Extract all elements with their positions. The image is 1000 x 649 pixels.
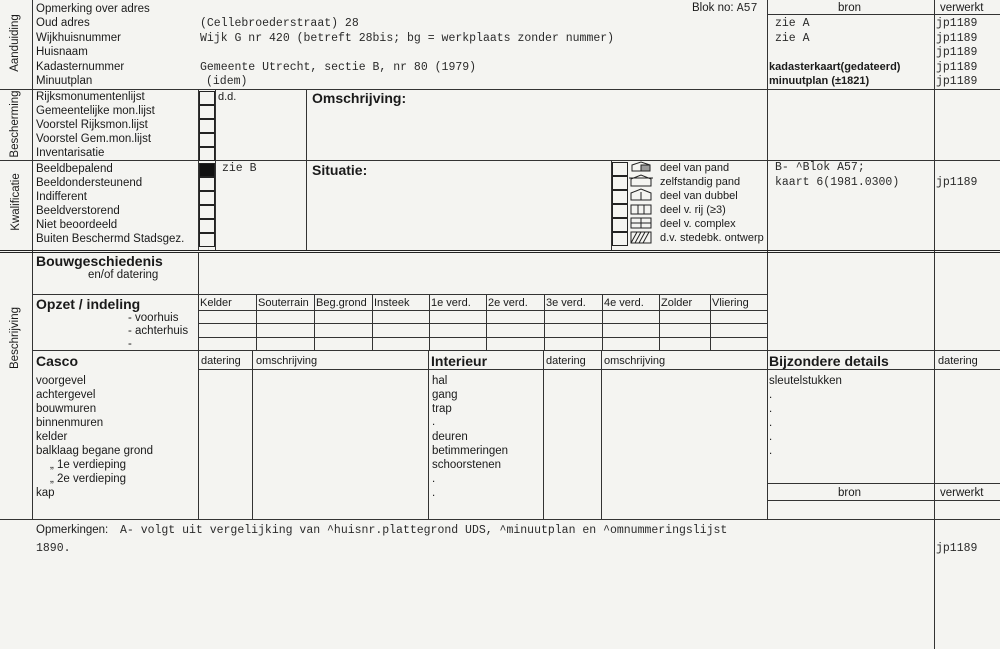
checkbox-voorstel-rijks[interactable]: [199, 119, 215, 133]
casco-header-line: [198, 369, 1000, 370]
bron-kadasternummer: kadasterkaart(gedateerd): [769, 61, 901, 73]
house-row-icon: [631, 205, 651, 214]
floor-insteek: Insteek: [374, 297, 410, 309]
opzet-col: [198, 294, 199, 350]
checkbox-niet-beoordeeld[interactable]: [199, 219, 215, 233]
situatie-symbols: [629, 161, 657, 249]
verwerkt-4: jp1189: [936, 61, 978, 74]
kwalificatie-bron-1: B- ^Blok A57;: [775, 161, 865, 174]
floor-2e-verd: 2e verd.: [488, 297, 528, 309]
bron-header: bron: [838, 2, 862, 14]
label-inventarisatie: Inventarisatie: [36, 147, 105, 159]
omschrijving-heading: Omschrijving:: [312, 90, 407, 106]
interieur-item: betimmeringen: [432, 445, 509, 457]
situatie-heading: Situatie:: [312, 162, 368, 178]
value-oud-adres: (Cellebroederstraat) 28: [200, 17, 359, 30]
opzet-col: [486, 294, 487, 350]
interieur-item: .: [432, 473, 436, 485]
opzet-heading: Opzet / indeling: [36, 296, 141, 312]
casco-item: „ 2e verdieping: [50, 473, 127, 485]
interieur-omschrijving: omschrijving: [604, 355, 666, 367]
opmerkingen-label: Opmerkingen:: [36, 524, 109, 536]
checkbox-deel-v-rij[interactable]: [612, 204, 628, 218]
opmerkingen-text-1: A- volgt uit vergelijking van ^huisnr.plattegrond UDS, ^minuutplan en ^omnummeringslijst: [120, 524, 728, 537]
bijzondere-item: .: [769, 431, 773, 443]
interieur-item: deuren: [432, 431, 468, 443]
blok-label: Blok no:: [692, 2, 734, 14]
casco-datering-col: [198, 350, 199, 519]
situatie-option-3: deel van dubbel: [660, 190, 738, 202]
section-divider-3: [0, 250, 1000, 251]
label-dd: d.d.: [218, 91, 237, 103]
verwerkt-5: jp1189: [936, 75, 978, 88]
section-divider-4: [32, 294, 768, 295]
footer-bron-header: bron: [838, 487, 862, 499]
casco-omschrijving: omschrijving: [256, 355, 318, 367]
situatie-option-5: deel v. complex: [660, 218, 736, 230]
checkbox-col-right: [215, 89, 216, 250]
situatie-option-1: deel van pand: [660, 162, 730, 174]
interieur-item: gang: [432, 389, 458, 401]
bijzondere-item: .: [769, 389, 773, 401]
bouwgeschiedenis-divider: [198, 252, 199, 294]
interieur-item: .: [432, 416, 436, 428]
floor-zolder: Zolder: [661, 297, 693, 309]
label-indifferent: Indifferent: [36, 191, 87, 203]
datering-label: en/of datering: [88, 269, 159, 281]
house-double-icon: [631, 189, 651, 200]
value-kadasternummer: Gemeente Utrecht, sectie B, nr 80 (1979): [200, 61, 477, 74]
casco-datering: datering: [201, 355, 241, 367]
label-voorstel-gem: Voorstel Gem.mon.lijst: [36, 133, 152, 145]
blok-number: [692, 2, 757, 16]
bijzondere-item: .: [769, 417, 773, 429]
floor-souterrain: Souterrain: [258, 297, 309, 309]
label-opmerking-adres: Opmerking over adres: [36, 3, 150, 15]
bron-oud-adres: zie A: [775, 17, 810, 30]
bron-minuutplan: minuutplan (±1821): [769, 75, 870, 87]
bijzondere-item: .: [769, 403, 773, 415]
verwerkt-header: verwerkt: [940, 2, 984, 14]
checkbox-gemeentelijk[interactable]: [199, 105, 215, 119]
label-beeldondersteunend: Beeldondersteunend: [36, 177, 143, 189]
floor-1e-verd: 1e verd.: [431, 297, 471, 309]
bron-footer-line: [767, 483, 1000, 484]
casco-omschrijving-col: [252, 350, 253, 519]
checkbox-zelfstandig-pand[interactable]: [612, 176, 628, 190]
checkbox-beeldbepalend[interactable]: [199, 163, 215, 177]
opzet-col: [602, 294, 603, 350]
floor-4e-verd: 4e verd.: [604, 297, 644, 309]
label-kadasternummer: Kadasternummer: [36, 61, 125, 73]
blok-value: A57: [736, 2, 758, 15]
label-niet-beoordeeld: Niet beoordeeld: [36, 219, 118, 231]
label-wijkhuisnummer: Wijkhuisnummer: [36, 32, 121, 44]
casco-item: kelder: [36, 431, 68, 443]
bron-wijkhuisnummer: zie A: [775, 32, 810, 45]
bijzondere-heading: Bijzondere details: [769, 353, 889, 369]
interieur-item: .: [432, 487, 436, 499]
situatie-option-2: zelfstandig pand: [660, 176, 741, 188]
opzet-overig: -: [128, 338, 132, 350]
checkbox-voorstel-gem[interactable]: [199, 133, 215, 147]
section-aanduiding: Aanduiding: [9, 14, 21, 72]
label-oud-adres: Oud adres: [36, 17, 90, 29]
interieur-datering: datering: [546, 355, 586, 367]
checkbox-deel-v-complex[interactable]: [612, 218, 628, 232]
label-rijksmonumentenlijst: Rijksmonumentenlijst: [36, 91, 145, 103]
verwerkt-2: jp1189: [936, 32, 978, 45]
opzet-col: [659, 294, 660, 350]
label-minuutplan: Minuutplan: [36, 75, 93, 87]
opzet-voorhuis: - voorhuis: [128, 312, 179, 324]
situatie-option-4: deel v. rij (≥3): [660, 204, 726, 216]
section-divider-5: [32, 350, 1000, 351]
checkbox-indifferent[interactable]: [199, 191, 215, 205]
kwalificatie-verwerkt: jp1189: [936, 176, 978, 189]
opzet-row-1: [198, 310, 768, 311]
bouwgeschiedenis-heading: Bouwgeschiedenis: [36, 253, 163, 269]
opzet-col: [314, 294, 315, 350]
checkbox-buiten-beschermd[interactable]: [199, 233, 215, 247]
interieur-heading: Interieur: [431, 353, 488, 369]
verwerkt-3: jp1189: [936, 46, 978, 59]
bijzondere-item: .: [769, 445, 773, 457]
casco-item: kap: [36, 487, 55, 499]
section-divider-6: [0, 519, 1000, 520]
verwerkt-1: jp1189: [936, 17, 978, 30]
checkbox-rijksmonument[interactable]: [199, 91, 215, 105]
opzet-row-2: [198, 323, 768, 324]
checkbox-deel-van-pand[interactable]: [612, 162, 628, 176]
kwalificatie-bron-2: kaart 6(1981.0300): [775, 176, 900, 189]
interieur-item: trap: [432, 403, 452, 415]
floor-3e-verd: 3e verd.: [546, 297, 586, 309]
checkbox-inventarisatie[interactable]: [199, 147, 215, 161]
value-wijkhuisnummer: Wijk G nr 420 (betreft 28bis; bg = werkplaats zonder nummer): [200, 32, 615, 45]
floor-kelder: Kelder: [200, 297, 232, 309]
opzet-col: [429, 294, 430, 350]
casco-item: „ 1e verdieping: [50, 459, 127, 471]
casco-item: bouwmuren: [36, 403, 97, 415]
opzet-col: [256, 294, 257, 350]
checkbox-stedebk-ontwerp[interactable]: [612, 232, 628, 246]
casco-item: balklaag begane grond: [36, 445, 154, 457]
section-divider-1: [0, 89, 1000, 90]
bijzondere-item: sleutelstukken: [769, 375, 842, 387]
label-huisnaam: Huisnaam: [36, 46, 88, 58]
bijzondere-datering: datering: [938, 355, 978, 367]
interieur-item: hal: [432, 375, 448, 387]
casco-heading: Casco: [36, 353, 79, 369]
interieur-omschrijving-col: [601, 350, 602, 519]
bron-column-divider: [767, 0, 768, 520]
label-voorstel-rijksmon: Voorstel Rijksmon.lijst: [36, 119, 148, 131]
value-minuutplan: (idem): [206, 75, 248, 88]
opzet-col: [372, 294, 373, 350]
casco-item: binnenmuren: [36, 417, 104, 429]
opzet-achterhuis: - achterhuis: [128, 325, 189, 337]
opzet-col: [710, 294, 711, 350]
label-beeldverstorend: Beeldverstorend: [36, 205, 120, 217]
interieur-col: [428, 350, 429, 519]
section-bescherming: Bescherming: [9, 90, 21, 158]
casco-item: achtergevel: [36, 389, 96, 401]
situatie-option-6: d.v. stedebk. ontwerp: [660, 232, 764, 244]
interieur-item: schoorstenen: [432, 459, 502, 471]
casco-item: voorgevel: [36, 375, 86, 387]
verwerkt-column-divider: [934, 0, 935, 649]
urban-design-icon: [631, 232, 651, 243]
opzet-row-3: [198, 337, 768, 338]
label-gemeentelijke: Gemeentelijke mon.lijst: [36, 105, 155, 117]
kwalificatie-note: zie B: [222, 162, 257, 175]
interieur-datering-col: [543, 350, 544, 519]
house-part-icon: [632, 162, 650, 171]
opmerkingen-text-2: 1890.: [36, 542, 71, 555]
checkbox-beeldverstorend[interactable]: [199, 205, 215, 219]
section-beschrijving: Beschrijving: [9, 307, 21, 369]
section-label-divider: [32, 0, 33, 520]
house-complex-icon: [631, 218, 651, 228]
label-beeldbepalend: Beeldbepalend: [36, 163, 113, 175]
footer-verwerkt-header: verwerkt: [940, 487, 984, 499]
label-buiten-beschermd: Buiten Beschermd Stadsgez.: [36, 233, 185, 245]
section-kwalificatie: Kwalificatie: [10, 173, 22, 231]
omschrijving-divider: [306, 89, 307, 250]
floor-beg-grond: Beg.grond: [316, 297, 367, 309]
house-detached-icon: [629, 175, 653, 186]
opzet-col: [544, 294, 545, 350]
checkbox-beeldondersteunend[interactable]: [199, 177, 215, 191]
checkbox-deel-van-dubbel[interactable]: [612, 190, 628, 204]
floor-vliering: Vliering: [712, 297, 749, 309]
opmerkingen-verwerkt: jp1189: [936, 542, 978, 555]
